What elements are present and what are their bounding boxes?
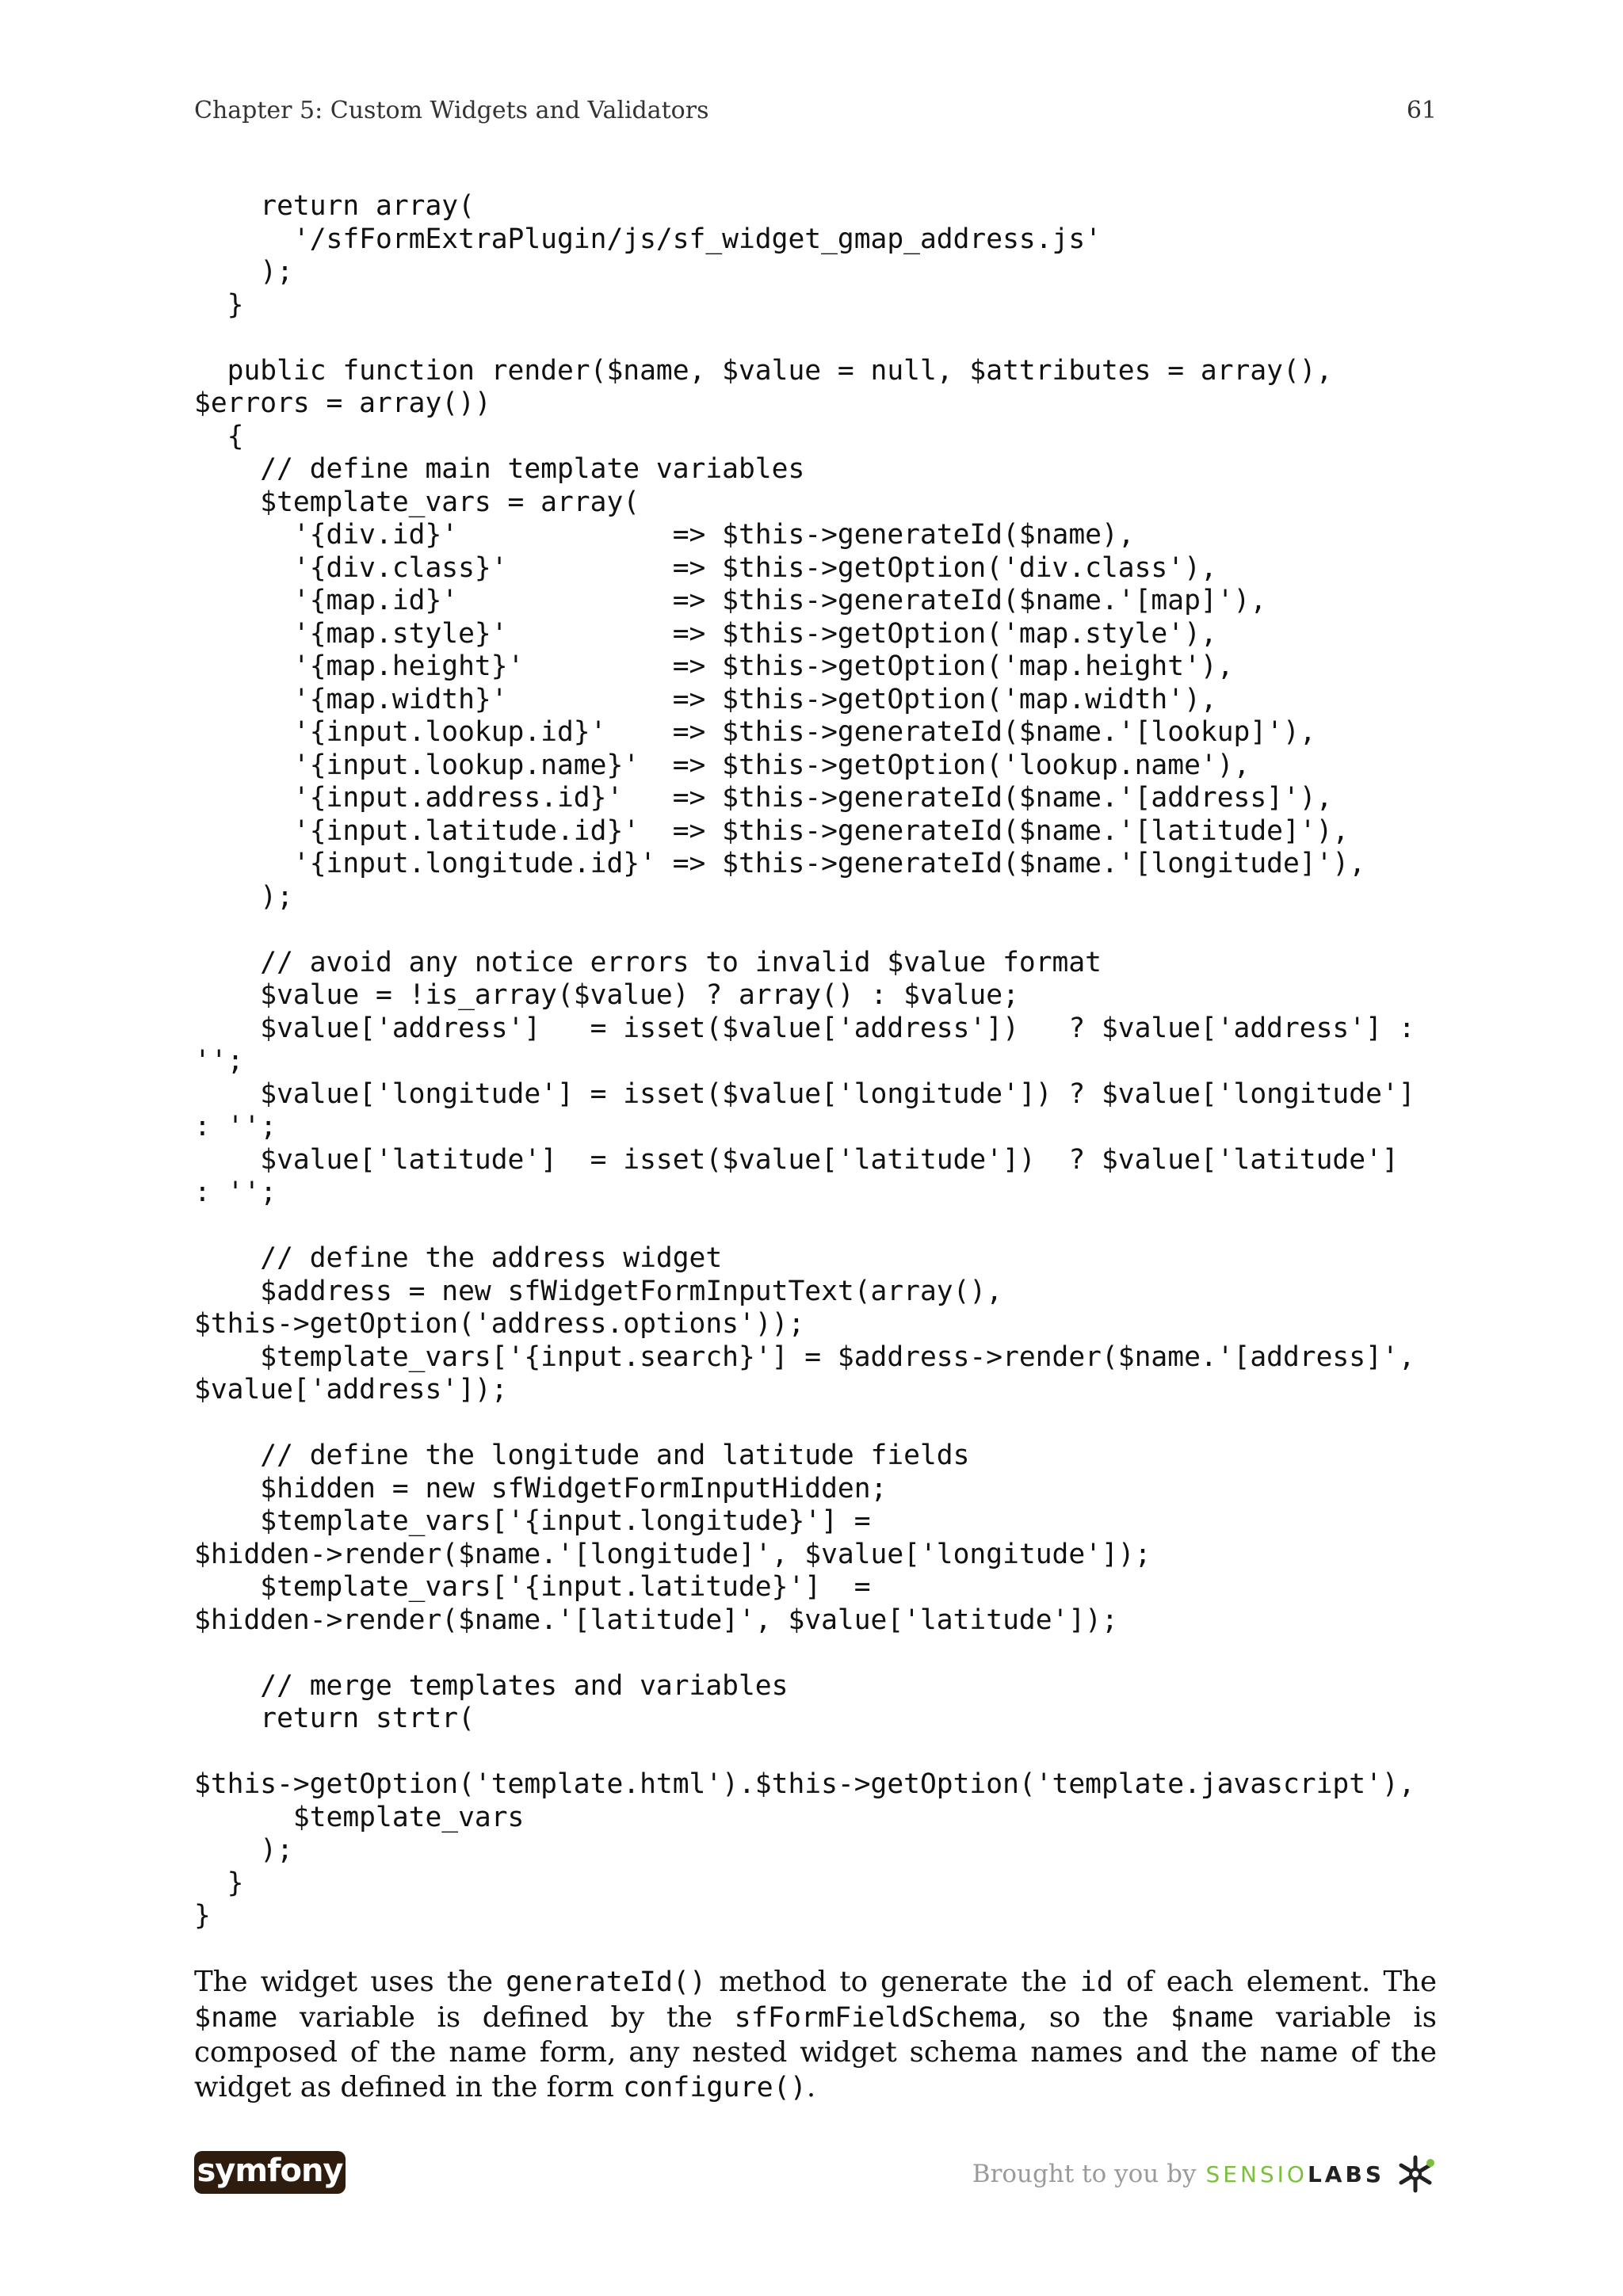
code-line: public function render($name, $value = null, $attributes = array(),	[194, 354, 1333, 387]
inline-code: id	[1079, 1966, 1113, 1998]
code-line: $address = new sfWidgetFormInputText(array(),	[194, 1275, 1003, 1307]
code-line: }	[194, 288, 244, 321]
code-line: );	[194, 880, 293, 913]
code-line: // avoid any notice errors to invalid $value format	[194, 946, 1102, 978]
body-paragraph	[194, 1965, 1437, 2105]
code-block	[194, 190, 1494, 1933]
brand-labs: LABS	[1307, 2161, 1384, 2187]
inline-code: $name	[1170, 2001, 1254, 2034]
code-line: $hidden->render($name.'[latitude]', $value['latitude']);	[194, 1604, 1118, 1636]
code-line: // define the longitude and latitude fields	[194, 1440, 970, 1471]
code-line: $value['address'] = isset($value['address']) ? $value['address'] :	[194, 1012, 1415, 1044]
credit-text: Brought to you by	[972, 2160, 1197, 2188]
text-segment: of each element. The	[1113, 1966, 1437, 1998]
code-line: $template_vars['{input.search}'] = $address->render($name.'[address]',	[194, 1341, 1415, 1373]
credit-line	[972, 2153, 1437, 2195]
code-line: $value = !is_array($value) ? array() : $value;	[194, 979, 1019, 1011]
code-line: '{input.latitude.id}' => $this->generateId($name.'[latitude]'),	[194, 814, 1350, 847]
code-line: '{div.class}' => $this->getOption('div.class'),	[194, 551, 1217, 584]
code-line: // define main template variables	[194, 453, 805, 485]
code-line: '{map.height}' => $this->getOption('map.height'),	[194, 650, 1234, 682]
page-footer	[194, 2151, 1437, 2199]
code-line: $value['latitude'] = isset($value['latitude']) ? $value['latitude']	[194, 1143, 1399, 1176]
inline-code: generateId()	[506, 1966, 707, 1998]
code-line: '{map.id}' => $this->generateId($name.'[map]'),	[194, 585, 1267, 616]
code-line: : '';	[194, 1111, 277, 1142]
code-line: $hidden = new sfWidgetFormInputHidden;	[194, 1472, 888, 1505]
sensiolabs-star-icon	[1394, 2153, 1437, 2195]
inline-code: $name	[194, 2001, 278, 2034]
page-number: 61	[1406, 97, 1437, 124]
code-line: $value['address']);	[194, 1374, 508, 1405]
code-line: '{input.lookup.name}' => $this->getOption('lookup.name'),	[194, 749, 1251, 781]
code-line: $template_vars['{input.latitude}'] =	[194, 1571, 871, 1603]
code-line: $hidden->render($name.'[longitude]', $value['longitude']);	[194, 1538, 1151, 1570]
code-line: '';	[194, 1045, 244, 1077]
code-line: }	[194, 1867, 244, 1899]
code-line: '/sfFormExtraPlugin/js/sf_widget_gmap_address.js'	[194, 223, 1102, 255]
code-line: '{input.lookup.id}' => $this->generateId($name.'[lookup]'),	[194, 716, 1316, 748]
text-segment: The widget uses the	[194, 1966, 506, 1998]
code-line: $errors = array())	[194, 387, 491, 419]
code-line: $this->getOption('address.options'));	[194, 1308, 805, 1340]
text-segment: , so the	[1018, 2000, 1170, 2034]
code-line: return strtr(	[194, 1703, 475, 1734]
inline-code: configure()	[623, 2071, 807, 2103]
symfony-logo: symfony	[194, 2151, 346, 2194]
code-line: );	[194, 1834, 293, 1866]
page-header	[194, 97, 1437, 128]
code-line: '{map.style}' => $this->getOption('map.style'),	[194, 617, 1217, 650]
text-segment: method to generate the	[706, 1966, 1080, 1998]
code-line: // merge templates and variables	[194, 1669, 789, 1702]
code-line: '{div.id}' => $this->generateId($name),	[194, 519, 1135, 551]
code-line: '{input.longitude.id}' => $this->generateId($name.'[longitude]'),	[194, 848, 1366, 879]
code-line: '{input.address.id}' => $this->generateId($name.'[address]'),	[194, 782, 1333, 814]
code-line: $value['longitude'] = isset($value['longitude']) ? $value['longitude']	[194, 1077, 1415, 1110]
text-segment: .	[806, 2070, 816, 2103]
code-line: $template_vars['{input.longitude}'] =	[194, 1505, 871, 1537]
code-line: }	[194, 1900, 211, 1932]
code-line: $template_vars	[194, 1801, 525, 1833]
code-line: // define the address widget	[194, 1242, 723, 1274]
text-segment: variable is defined by the	[277, 2000, 735, 2034]
brand-sensio: SENSIO	[1205, 2161, 1308, 2187]
code-line: return array(	[194, 190, 475, 222]
code-line: : '';	[194, 1177, 277, 1208]
code-line: );	[194, 256, 293, 288]
code-line: {	[194, 420, 244, 452]
code-line: $this->getOption('template.html').$this->getOption('template.javascript'),	[194, 1768, 1415, 1800]
chapter-title: Chapter 5: Custom Widgets and Validators	[194, 97, 709, 124]
inline-code: sfFormFieldSchema	[734, 2001, 1018, 2034]
code-line: $template_vars = array(	[194, 486, 640, 518]
text-segment: variable is composed of the name form, any nested widget schema names and the name of the widget as defined in the form	[194, 2000, 1438, 2103]
code-line: '{map.width}' => $this->getOption('map.width'),	[194, 683, 1217, 715]
